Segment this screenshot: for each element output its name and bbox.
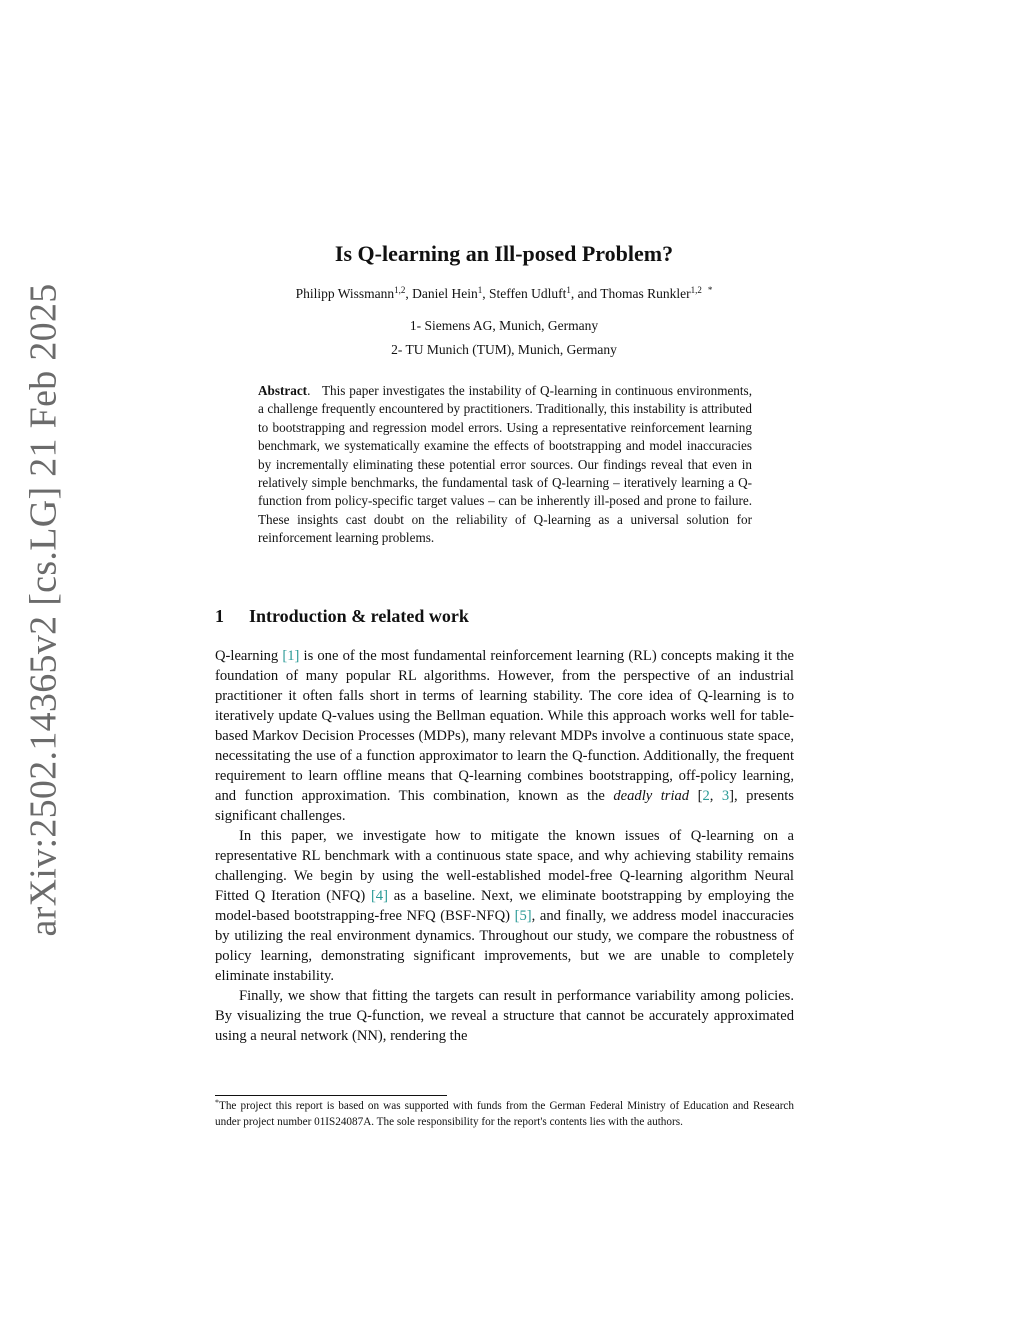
footnote-divider — [215, 1095, 447, 1096]
paragraph: In this paper, we investigate how to mitigate the known issues of Q-learning on a representative RL benchmark with a continuous state space, and why achieving stability remains challenging. We begin by using the well-established model-free Q-learning algorithm Neural Fitted Q Iteration (NFQ) [4] as a baseline. Next, we eliminate bootstrapping by employing the model-based bootstrapping-free NFQ (BSF-NFQ) [5], and finally, we address model inaccuracies by utilizing the real environment dynamics. Throughout our study, we compare the robustness of policy learning, demonstrating significant improvements, but we are unable to completely eliminate instability. — [215, 828, 794, 984]
author-affiliation-mark: 1,2 — [394, 285, 406, 295]
author-name: Philipp Wissmann — [295, 286, 395, 301]
author-name: Thomas Runkler — [600, 286, 691, 301]
citation-link[interactable]: 3 — [721, 788, 730, 804]
footnote-text: The project this report is based on was supported with funds from the German Federal Ministry of Education and Research under project number 01IS24087A. The sole responsibility for the report's contents lies with the authors. — [215, 1100, 794, 1128]
author-affiliation-mark: 1 — [566, 285, 571, 295]
citation-link[interactable]: [5] — [514, 908, 532, 924]
citation-link[interactable]: [4] — [370, 888, 388, 904]
emphasis-term: deadly triad — [613, 788, 690, 804]
footnote — [215, 1099, 794, 1130]
abstract-text: This paper investigates the instability of Q-learning in continuous environments, a challenge frequently encountered by practitioners. Traditionally, this instability is attributed to bootstrapping and regression model errors. Using a representative reinforcement learning benchmark, we systematically examine the effects of bootstrapping and model inaccuracies by incrementally eliminating these potential error sources. Our findings reveal that even in relatively simple benchmarks, the fundamental task of Q-learning – iteratively learning a Q-function from policy-specific target values – can be inherently ill-posed and prone to failure. These insights cast doubt on the reliability of Q-learning as a universal solution for reinforcement learning problems. — [258, 383, 752, 546]
paragraph: Q-learning [1] is one of the most fundamental reinforcement learning (RL) concepts making it the foundation of many popular RL algorithms. However, from the perspective of an industrial practitioner it often falls short in terms of learning stability. The core idea of Q-learning is to iteratively update Q-values using the Bellman equation. While this approach works well for table-based Markov Decision Processes (MDPs), many relevant MDPs involve a continuous state space, necessitating the use of a function approximator to learn the Q-function. Additionally, the frequent requirement to learn offline means that Q-learning combines bootstrapping, off-policy learning, and function approximation. This combination, known as the deadly triad [2, 3], presents significant challenges. — [215, 648, 794, 824]
author-footnote-mark: * — [707, 285, 713, 295]
abstract-label: Abstract — [258, 383, 308, 398]
author-name: Daniel Hein — [412, 286, 478, 301]
section-number: 1 — [215, 606, 224, 626]
citation-link[interactable]: 2 — [702, 788, 710, 804]
section-heading — [215, 606, 469, 627]
paper-title: Is Q-learning an Ill-posed Problem? — [334, 241, 674, 266]
section-title: Introduction & related work — [249, 606, 469, 626]
affiliation-2: 2- TU Munich (TUM), Munich, Germany — [391, 342, 617, 357]
citation-link[interactable]: [1] — [282, 648, 300, 664]
author-affiliation-mark: 1 — [477, 285, 483, 295]
arxiv-side-identifier — [14, 283, 74, 937]
footnote-mark: * — [215, 1098, 219, 1107]
author-list: Philipp Wissmann$^{1,2}$, Daniel Hein$^1$, Steffen Udluft$^1$, and Thomas Runkler$^{1,2}$ * — [295, 285, 713, 301]
author-affiliation-mark: 1,2 — [690, 285, 702, 295]
paragraph: Finally, we show that fitting the targets can result in performance variability among policies. By visualizing the true Q-function, we reveal a structure that cannot be accurately approximated using a neural network (NN), rendering the — [215, 988, 794, 1044]
section-body — [215, 646, 794, 1046]
abstract: Abstract. This paper investigates the instability of Q-learning in continuous environments, a challenge frequently encountered by practitioners. Traditionally, this instability is attributed to bootstrapping and regression model errors. Using a representative reinforcement learning benchmark, we systematically examine the effects of bootstrapping and model inaccuracies by incrementally eliminating these potential error sources. Our findings reveal that even in relatively simple benchmarks, the fundamental task of Q-learning – iteratively learning a Q-function from policy-specific target values – can be inherently ill-posed and prone to failure. These insights cast doubt on the reliability of Q-learning as a universal solution for reinforcement learning problems. — [258, 383, 752, 546]
arxiv-id-text: arXiv:2502.14365v2 [cs.LG] 21 Feb 2025 — [23, 283, 66, 937]
author-name: Steffen Udluft — [489, 286, 567, 301]
affiliation-1: 1- Siemens AG, Munich, Germany — [409, 318, 599, 333]
